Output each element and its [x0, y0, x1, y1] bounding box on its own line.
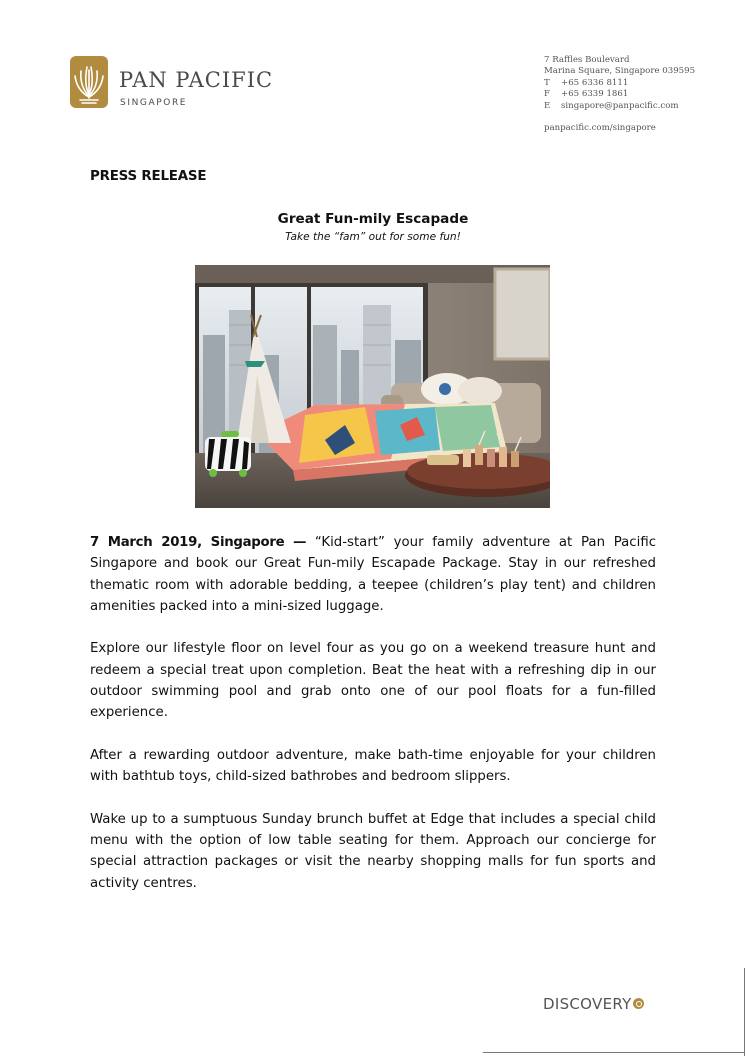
fax-number: +65 6339 1861: [561, 89, 629, 100]
page-corner-line-vertical: [744, 968, 745, 1056]
hotel-room-photo: [195, 265, 550, 508]
brand-name: PAN PACIFIC: [119, 68, 274, 92]
email-link[interactable]: singapore@panpacific.com: [561, 100, 679, 111]
fax-label: F: [544, 89, 550, 100]
document-title: Great Fun-mily Escapade: [277, 211, 469, 227]
telephone-number[interactable]: +65 6336 8111: [561, 77, 629, 88]
press-release-label: PRESS RELEASE: [90, 169, 207, 184]
fax-row: [544, 89, 695, 100]
document-subtitle: Take the “fam” out for some fun!: [285, 231, 461, 243]
palm-emblem-icon: [70, 56, 108, 108]
website-link[interactable]: panpacific.com/singapore: [544, 123, 656, 134]
discovery-mark-icon: [633, 998, 644, 1009]
body-paragraph-lifestyle: Explore our lifestyle floor on level four as you go on a weekend treasure hunt and redeem a special treat upon completion. Beat the heat with a refreshing dip in our outdoor swimming pool and grab onto one of our pool floats for a fun-filled experience.: [90, 641, 656, 721]
email-label: E: [544, 100, 551, 111]
contact-block: [544, 55, 695, 134]
lead-paragraph: [90, 532, 656, 617]
brand-subtitle: SINGAPORE: [120, 98, 188, 108]
telephone-label: T: [544, 77, 550, 88]
address-line-2: Marina Square, Singapore 039595: [544, 66, 696, 77]
telephone-row: [544, 78, 695, 89]
email-row: [544, 101, 695, 112]
body-paragraph-bathtime: After a rewarding outdoor adventure, make bath-time enjoyable for your children with bathtub toys, child-sized bathrobes and bedroom slippers.: [90, 747, 656, 785]
discovery-logo: [543, 995, 644, 1013]
room-illustration: [195, 265, 550, 508]
discovery-brand-text: DISCOVERY: [543, 995, 632, 1013]
page-corner-line-horizontal: [483, 1052, 745, 1053]
dateline: 7 March 2019, Singapore —: [90, 535, 307, 550]
address-line-1: 7 Raffles Boulevard: [544, 55, 630, 65]
lead-paragraph-text: “Kid-start” your family adventure at Pan Pacific Singapore and book our Great Fun-mily Escapade Package. Stay in our refreshed thematic room with adorable bedding, a teepee (children’s play tent) and children amenities packed into a mini-sized luggage.: [90, 535, 657, 614]
pan-pacific-logo: [70, 56, 274, 112]
press-release-body: [90, 532, 656, 915]
body-paragraph-brunch: Wake up to a sumptuous Sunday brunch buffet at Edge that includes a special child menu with the option of low table seating for them. Approach our concierge for special attraction packages or visit the nearby shopping malls for fun sports and activity centres.: [90, 811, 656, 891]
